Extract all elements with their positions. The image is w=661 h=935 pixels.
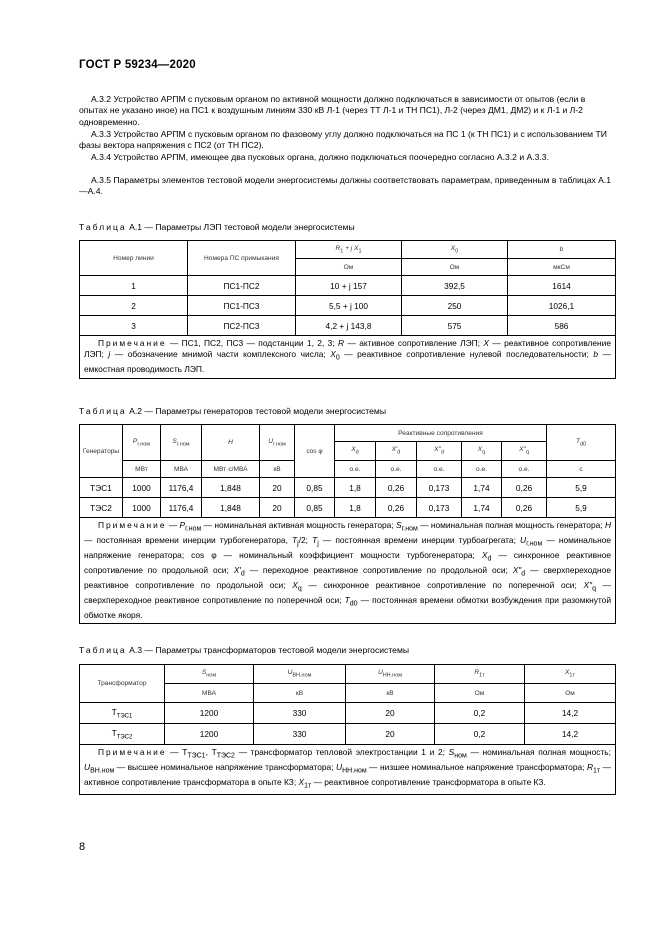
a3-cell-s: 1200 [165, 724, 254, 745]
a2-header-p: $P_{г.ном}$ [123, 425, 161, 461]
a2-cell-name: ТЭС2 [80, 498, 123, 518]
a2-unit-xq: о.е. [462, 461, 502, 478]
a1-cell-ps: ПС1-ПС3 [188, 296, 296, 316]
a2-cell-name: ТЭС1 [80, 478, 123, 498]
a2-header-xq2: $X''_q$ [502, 442, 547, 461]
a3-header-x: $X_{1т}$ [525, 665, 616, 684]
a3-unit-unn: кВ [346, 684, 435, 703]
a1-cell-n: 1 [80, 276, 188, 296]
a3-header-s: $S_{ном}$ [165, 665, 254, 684]
a2-cell-u: 20 [260, 478, 295, 498]
a1-note: Примечание — ПС1, ПС2, ПС3 — подстанции 1, 2, 3; R — активное сопротивление ЛЭП; X — реактивное сопротивление ЛЭП; j — обозначение мнимой части комплексного числа; $X_0$ — реактивное сопротивление нулевой последовательности; b — емкостная проводимость ЛЭП. [80, 336, 616, 379]
a1-cell-x0: 250 [402, 296, 508, 316]
a2-cell-cos: 0,85 [295, 478, 335, 498]
a2-header-xd: $X_d$ [335, 442, 376, 461]
a2-unit-xd: о.е. [335, 461, 376, 478]
table-row [80, 276, 616, 296]
a3-cell-uvn: 330 [254, 703, 346, 724]
a2-cell-p: 1000 [123, 498, 161, 518]
table-a2-caption: Таблица А.2 — Параметры генераторов тестовой модели энергосистемы [79, 406, 387, 416]
a1-cell-x0: 575 [402, 316, 508, 336]
table-row [80, 478, 616, 498]
a2-header-cos: cos φ [295, 425, 335, 478]
a1-header-x0: $X_0$ [402, 241, 508, 259]
a1-cell-z: 10 + j 157 [296, 276, 402, 296]
a3-unit-r: Ом [435, 684, 525, 703]
a1-header-b: b [508, 241, 616, 259]
a2-cell-xq: 1,74 [462, 498, 502, 518]
a2-cell-h: 1,848 [202, 478, 260, 498]
paragraph-a-3-2: А.3.2 Устройство АРПМ с пусковым органом по активной мощности должно подключаться в зависимости от опытов (если в опытах не указано иное) на ПС1 к воздушным линиям 330 кВ Л-1 (через ТТ Л-1 и ТН ПС1), Л-2 (через ДМ1, ДМ2) и к Л-1 и Л-2 одновременно. [79, 94, 586, 127]
a1-cell-ps: ПС2-ПС3 [188, 316, 296, 336]
a2-unit-p: МВт [123, 461, 161, 478]
a1-header-z: $R_1 + j$ $X_1$ [296, 241, 402, 259]
table-a3-caption: Таблица А.3 — Параметры трансформаторов тестовой модели энергосистемы [79, 645, 410, 655]
a2-header-t: $T_{d0}$ [547, 425, 616, 461]
a2-cell-t: 5,9 [547, 478, 616, 498]
paragraph-a-3-5: А.3.5 Параметры элементов тестовой модели энергосистемы должны соответствовать параметрам, приведенным в таблицах А.1—А.4. [79, 175, 612, 197]
a2-unit-xq2: о.е. [502, 461, 547, 478]
a3-cell-unn: 20 [346, 703, 435, 724]
a1-cell-ps: ПС1-ПС2 [188, 276, 296, 296]
a2-unit-t: с [547, 461, 616, 478]
a1-cell-b: 1026,1 [508, 296, 616, 316]
a1-header-line: Номер линии [80, 241, 188, 276]
a2-header-xq: $X_q$ [462, 442, 502, 461]
page-number: 8 [79, 841, 86, 853]
table-a1 [79, 240, 616, 379]
a3-note: Примечание — $Т_{ТЭС1}$, $Т_{ТЭС2}$ — трансформатор тепловой электростанции 1 и 2; $S_{ном}$ — номинальная полная мощность; $U_{ВН.ном}$ — высшее номинальное напряжение трансформатора; $U_{НН.ном}$ — низшее номинальное напряжение трансформатора; $R_{1т}$ — активное сопротивление трансформатора в опыте КЗ; $X_{1т}$ — реактивное сопротивление трансформатора в опыте КЗ. [80, 745, 616, 795]
a3-cell-s: 1200 [165, 703, 254, 724]
a1-cell-b: 1614 [508, 276, 616, 296]
a3-unit-uvn: кВ [254, 684, 346, 703]
a2-cell-xq: 1,74 [462, 478, 502, 498]
table-row [80, 724, 616, 745]
a1-cell-x0: 392,5 [402, 276, 508, 296]
a2-header-reactive: Реактивные сопротивления [335, 425, 547, 442]
a2-cell-h: 1,848 [202, 498, 260, 518]
a3-cell-x: 14,2 [525, 703, 616, 724]
a3-cell-unn: 20 [346, 724, 435, 745]
a1-unit-z: Ом [296, 259, 402, 276]
a2-header-u: $U_{г.ном}$ [260, 425, 295, 461]
a3-header-tr: Трансформатор [80, 665, 165, 703]
a2-header-s: $S_{г.ном}$ [161, 425, 202, 461]
a2-unit-s: МВА [161, 461, 202, 478]
paragraph-a-3-4: А.3.4 Устройство АРПМ, имеющее два пусковых органа, должно подключаться поочередно согласно А.3.2 и А.3.3. [91, 152, 549, 162]
a2-cell-s: 1176,4 [161, 478, 202, 498]
a2-note: Примечание — $P_{г.ном}$ — номинальная активная мощность генератора; $S_{г.ном}$ — номинальная полная мощность генератора; H — постоянная времени инерции турбогенератора, $T_j/2$; $T_j$ — постоянная времени инерции турбоагрегата; $U_{г.ном}$ — номинальное напряжение генератора; cos φ — номинальный коэффициент мощности турбогенератора; $X_d$ — синхронное реактивное сопротивление по продольной оси; $X'_d$ — переходное реактивное сопротивление по продольной оси; $X''_d$ — сверхпереходное реактивное сопротивление по продольной оси; $X_q$ — синхронное реактивное сопротивление по поперечной оси; $X''_q$ — сверхпереходное реактивное сопротивление по поперечной оси; $T_{d0}$ — постоянная времени обмотки возбуждения при разомкнутой обмотке якоря. [80, 518, 616, 624]
table-row [80, 296, 616, 316]
a2-header-h: H [202, 425, 260, 461]
a2-cell-p: 1000 [123, 478, 161, 498]
a2-cell-xq2: 0,26 [502, 478, 547, 498]
a1-unit-x0: Ом [402, 259, 508, 276]
document-header: ГОСТ Р 59234—2020 [79, 59, 196, 71]
a2-cell-xd2: 0,173 [417, 478, 462, 498]
a3-header-unn: $U_{НН.ном}$ [346, 665, 435, 684]
a2-cell-xd: 1,8 [335, 478, 376, 498]
a2-cell-xq2: 0,26 [502, 498, 547, 518]
a3-cell-r: 0,2 [435, 703, 525, 724]
a2-unit-xd2: о.е. [417, 461, 462, 478]
a3-cell-name: $Т_{ТЭС1}$ [80, 703, 165, 724]
a2-cell-cos: 0,85 [295, 498, 335, 518]
a1-header-ps: Номера ПС примыкания [188, 241, 296, 276]
a3-cell-x: 14,2 [525, 724, 616, 745]
a2-cell-xd1: 0,26 [376, 498, 417, 518]
table-row [80, 703, 616, 724]
a2-cell-xd1: 0,26 [376, 478, 417, 498]
table-row [80, 316, 616, 336]
a2-cell-s: 1176,4 [161, 498, 202, 518]
a2-header-gen: Генераторы [80, 425, 123, 478]
a2-unit-h: МВт·с/МВА [202, 461, 260, 478]
table-a1-caption: Таблица А.1 — Параметры ЛЭП тестовой модели энергосистемы [79, 222, 355, 232]
a3-cell-r: 0,2 [435, 724, 525, 745]
a2-cell-xd: 1,8 [335, 498, 376, 518]
a3-cell-uvn: 330 [254, 724, 346, 745]
a1-cell-z: 4,2 + j 143,8 [296, 316, 402, 336]
a3-unit-s: МВА [165, 684, 254, 703]
a3-cell-name: $Т_{ТЭС2}$ [80, 724, 165, 745]
a2-cell-xd2: 0,173 [417, 498, 462, 518]
table-a3 [79, 664, 616, 795]
a1-unit-b: мкСм [508, 259, 616, 276]
table-row [80, 498, 616, 518]
paragraph-a-3-3: А.3.3 Устройство АРПМ с пусковым органом по фазовому углу должно подключаться на ПС 1 (к ТН ПС1) и с использованием ТИ фазы вектора напряжения с ПС2 (от ТН ПС2). [79, 129, 607, 151]
a1-cell-n: 2 [80, 296, 188, 316]
a3-header-r: $R_{1т}$ [435, 665, 525, 684]
a2-header-xd2: $X''_d$ [417, 442, 462, 461]
a1-cell-n: 3 [80, 316, 188, 336]
a2-cell-u: 20 [260, 498, 295, 518]
a2-header-xd1: $X'_d$ [376, 442, 417, 461]
a2-unit-u: кВ [260, 461, 295, 478]
a2-unit-xd1: о.е. [376, 461, 417, 478]
table-a2 [79, 424, 616, 624]
a3-unit-x: Ом [525, 684, 616, 703]
a3-header-uvn: $U_{ВН.ном}$ [254, 665, 346, 684]
a2-cell-t: 5,9 [547, 498, 616, 518]
a1-cell-b: 586 [508, 316, 616, 336]
a1-cell-z: 5,5 + j 100 [296, 296, 402, 316]
